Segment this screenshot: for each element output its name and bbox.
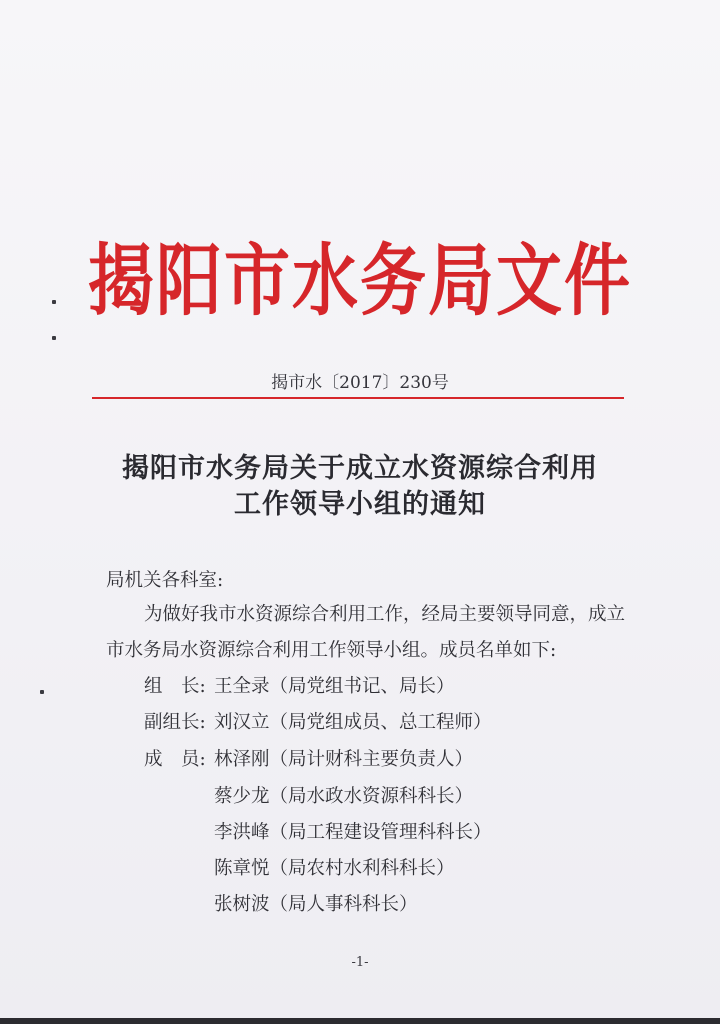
member-name: 王全录（局党组书记、局长） [214, 676, 455, 697]
member-name: 陈章悦（局农村水利科科长） [214, 858, 455, 879]
member-role: 成 员: [144, 749, 206, 770]
member-name: 张树波（局人事科科长） [214, 894, 418, 915]
scan-mark [52, 336, 56, 340]
notice-title-line2: 工作领导小组的通知 [234, 489, 486, 520]
red-divider-rule [92, 397, 624, 399]
salutation: 局机关各科室: [106, 570, 224, 591]
member-name: 刘汉立（局党组成员、总工程师） [214, 712, 492, 733]
agency-title: 揭阳市水务局文件 [88, 234, 632, 327]
scan-mark [40, 690, 44, 694]
member-role: 组 长: [144, 676, 206, 697]
member-name: 林泽刚（局计财科主要负责人） [214, 749, 474, 770]
member-name: 蔡少龙（局水政水资源科科长） [214, 786, 474, 807]
scan-bottom-edge [0, 1018, 720, 1024]
member-role: 副组长: [144, 712, 206, 733]
paragraph-line-2: 市水务局水资源综合利用工作领导小组。成员名单如下: [106, 640, 557, 661]
member-name: 李洪峰（局工程建设管理科科长） [214, 822, 492, 843]
document-number: 揭市水〔2017〕230号 [271, 373, 449, 393]
paragraph-line-1: 为做好我市水资源综合利用工作，经局主要领导同意，成立 [144, 604, 626, 625]
page-number: -1- [351, 955, 369, 970]
notice-title-line1: 揭阳市水务局关于成立水资源综合利用 [122, 453, 598, 484]
